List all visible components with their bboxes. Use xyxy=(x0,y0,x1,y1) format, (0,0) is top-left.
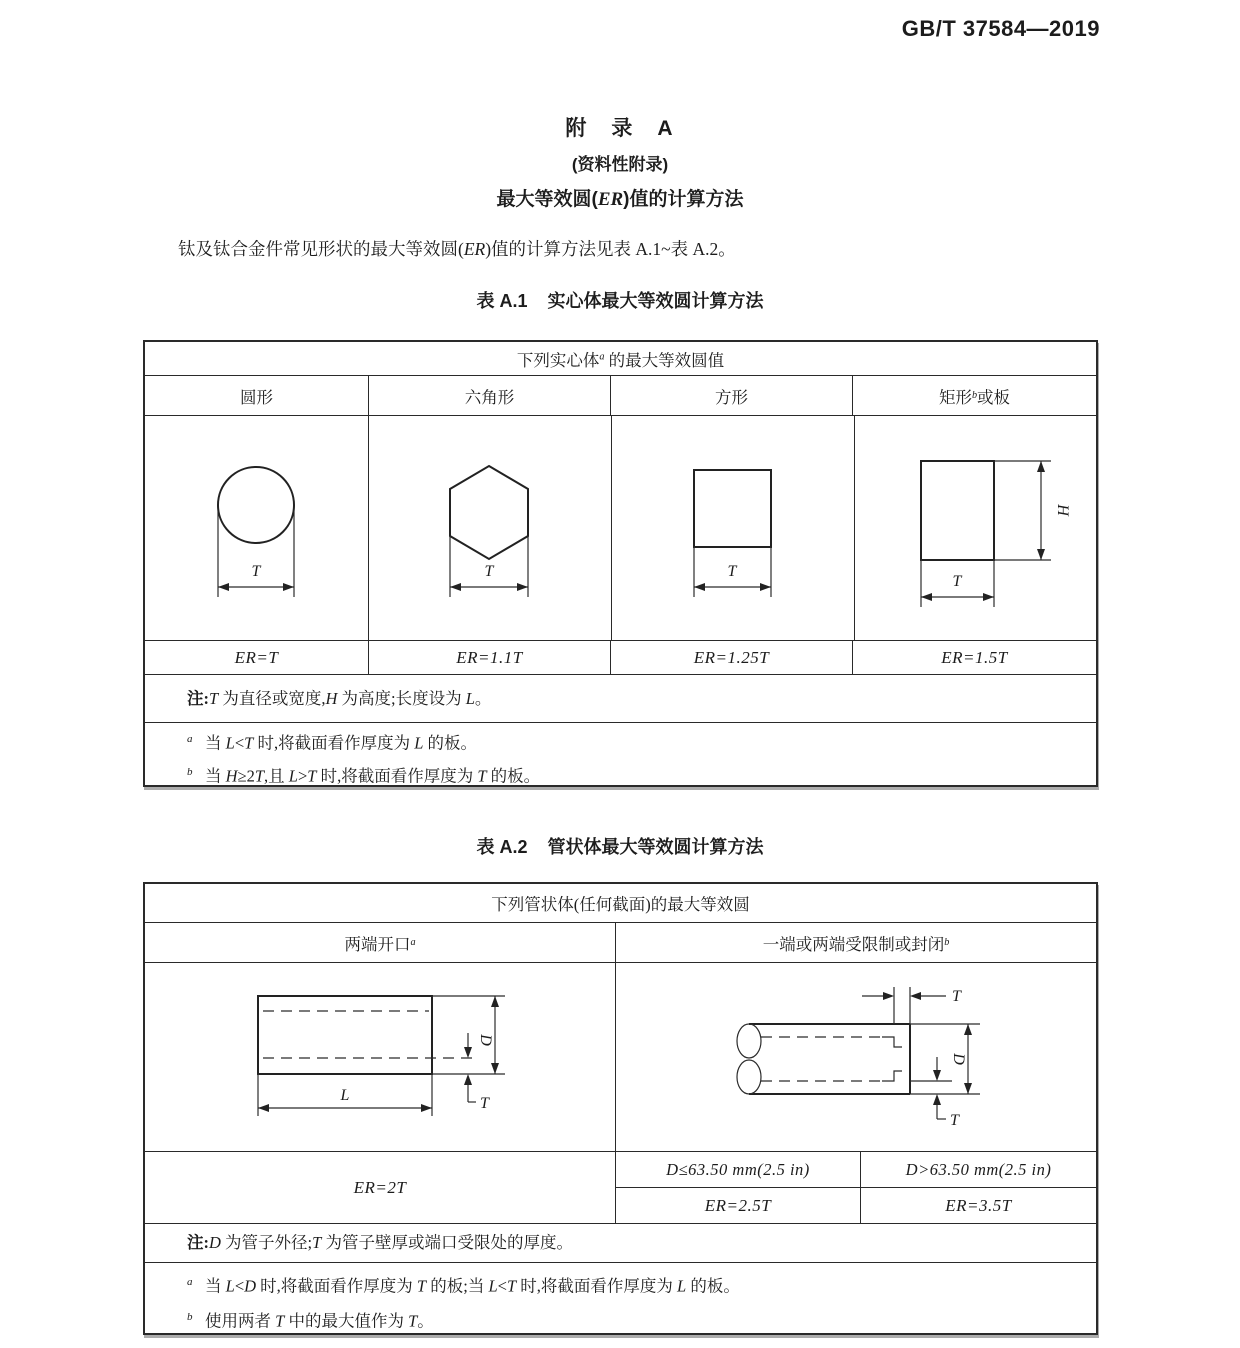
table-a2-formula-row xyxy=(145,1151,1096,1223)
table-a2-header-text: 下列管状体(任何截面)的最大等效圆 xyxy=(491,895,750,914)
table-a1-caption-label: 表 A.1 xyxy=(476,291,528,311)
table-a2-header-row xyxy=(145,884,1096,922)
condition-formula-row xyxy=(616,1187,1096,1223)
table-a1-caption xyxy=(0,287,1240,313)
square-diagram-cell xyxy=(611,416,854,640)
footnote-b-marker: b xyxy=(187,765,193,778)
dim-label-t: T xyxy=(952,573,962,590)
colhead-rectangle: 矩形 b 或板 xyxy=(852,376,1096,415)
formula-large-d: ER=3.5T xyxy=(860,1188,1096,1223)
condition-large-d: D >63.50 mm(2.5 in) xyxy=(860,1152,1096,1187)
table-a1-header-text: 下列实心体$^a$ 的最大等效圆值 xyxy=(516,350,725,370)
footnote-a xyxy=(187,725,1096,758)
footnote-a-text: 当 L<D 时,将截面看作厚度为 T 的板;当 L<T 时,将截面看作厚度为 L 的板。 xyxy=(205,1276,740,1296)
footnote-a xyxy=(187,1267,1096,1302)
formula-open-ends: ER=2T xyxy=(353,1177,407,1197)
appendix-title: 附 录 A xyxy=(565,117,675,140)
table-a1-diagram-row xyxy=(145,415,1096,640)
colhead-restricted-ends: 一端或两端受限制或封闭 b xyxy=(615,923,1096,962)
table-a2-caption-label: 表 A.2 xyxy=(476,837,528,857)
formula-circle: ER=T xyxy=(234,647,279,667)
rectangle-diagram-cell xyxy=(854,416,1096,640)
hexagon-diagram-cell xyxy=(368,416,611,640)
footnote-b-marker: b xyxy=(187,1310,193,1323)
table-a2-footnotes xyxy=(145,1262,1096,1337)
table-a1-formula-row xyxy=(145,640,1096,674)
formula-small-d: ER=2.5T xyxy=(704,1195,772,1215)
break-symbol xyxy=(737,1024,761,1058)
table-a2-diagram-row xyxy=(145,962,1096,1151)
colhead-open-ends: 两端开口 a xyxy=(344,934,416,954)
intro-paragraph: 钛及钛合金件常见形状的最大等效圆(ER)值的计算方法见表 A.1~表 A.2。 xyxy=(178,239,736,259)
circle-diagram xyxy=(145,416,368,640)
footnote-b xyxy=(187,1302,1096,1337)
table-a2-note xyxy=(145,1223,1096,1262)
rectangle-diagram xyxy=(855,416,1096,640)
table-a2-column-header-row xyxy=(145,922,1096,962)
open-tube-diagram xyxy=(145,963,615,1151)
table-a1-note-text: 注:T 为直径或宽度,H 为高度;长度设为 L。 xyxy=(187,689,492,708)
rectangle-shape xyxy=(921,461,994,560)
square-diagram xyxy=(612,416,854,640)
table-a2-note-text: 注:D 为管子外径;T 为管子壁厚或端口受限处的厚度。 xyxy=(187,1233,573,1252)
table-a2-caption xyxy=(0,833,1240,859)
table-a2 xyxy=(143,882,1098,1335)
tube-body xyxy=(258,996,432,1074)
colhead-hexagon: 六角形 xyxy=(368,376,610,415)
table-a1-note xyxy=(145,674,1096,722)
dim-label-t: T xyxy=(484,563,494,580)
footnote-b xyxy=(187,758,1096,791)
table-a1-column-header-row xyxy=(145,375,1096,415)
formula-rectangle: ER=1.5T xyxy=(852,641,1096,674)
restricted-formula-zone xyxy=(615,1152,1096,1223)
dim-label-t: T xyxy=(950,1112,959,1129)
closed-tube-diagram-cell xyxy=(615,963,1096,1151)
table-a2-caption-title: 管状体最大等效圆计算方法 xyxy=(547,837,764,857)
footnote-a-text: 当 L<T 时,将截面看作厚度为 L 的板。 xyxy=(205,733,477,753)
footnote-b-text: 使用两者 T 中的最大值作为 T。 xyxy=(205,1311,434,1330)
formula-hexagon: ER=1.1T xyxy=(368,641,610,674)
appendix-subtitle: (资料性附录) xyxy=(571,155,669,174)
condition-small-d: D ≤63.50 mm(2.5 in) xyxy=(666,1159,810,1179)
footnote-b-text: 当 H≥2T,且 L>T 时,将截面看作厚度为 T 的板。 xyxy=(205,766,541,785)
open-tube-diagram-cell xyxy=(145,963,615,1151)
table-a1-caption-title: 实心体最大等效圆计算方法 xyxy=(547,291,764,311)
condition-row xyxy=(616,1152,1096,1187)
document-code: GB/T 37584—2019 xyxy=(901,16,1100,41)
break-symbol xyxy=(737,1060,761,1094)
hexagon-diagram xyxy=(369,416,611,640)
footnote-a-marker: a xyxy=(187,1276,193,1288)
dim-label-t: T xyxy=(727,563,737,580)
square-shape xyxy=(694,470,771,547)
hexagon-shape xyxy=(450,466,528,559)
dim-label-t: T xyxy=(952,988,961,1005)
dim-label-d: D xyxy=(477,1034,494,1046)
dim-label-t: T xyxy=(480,1095,489,1112)
closed-tube-diagram xyxy=(616,963,1096,1151)
footnote-a-marker: a xyxy=(187,733,193,745)
colhead-square: 方形 xyxy=(610,376,852,415)
dim-label-t: T xyxy=(251,563,261,580)
formula-square: ER=1.25T xyxy=(610,641,852,674)
table-a1-footnotes xyxy=(145,722,1096,787)
dim-label-d: D xyxy=(950,1053,967,1065)
table-a1-header-row xyxy=(145,342,1096,375)
dim-label-h: H xyxy=(1054,504,1071,516)
appendix-heading: 最大等效圆(ER)值的计算方法 xyxy=(496,189,744,210)
dim-label-l: L xyxy=(340,1087,350,1104)
circle-diagram-cell xyxy=(145,416,368,640)
circle-shape xyxy=(218,467,294,543)
table-a1 xyxy=(143,340,1098,787)
colhead-circle: 圆形 xyxy=(240,387,273,407)
